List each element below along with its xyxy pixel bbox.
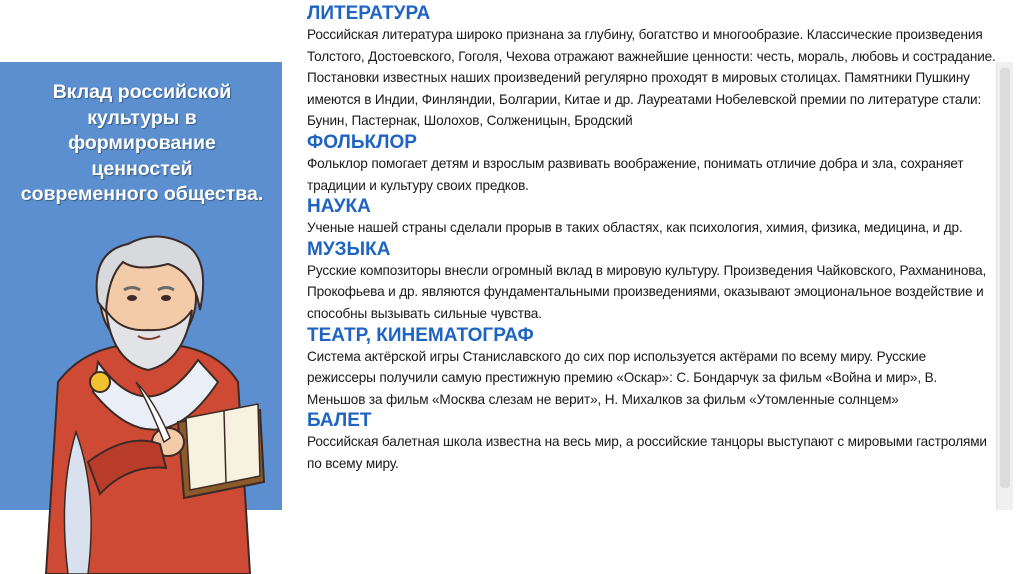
section-text: Ученые нашей страны сделали прорыв в таких областях, как психология, химия, физика, медицина, и др.	[307, 220, 963, 236]
section-heading: ТЕАТР, КИНЕМАТОГРАФ	[307, 324, 534, 346]
section-folklore	[307, 132, 997, 196]
section-text: Русские композиторы внесли огромный вклад в мировую культуру. Произведения Чайковского, Рахманинова, Прокофьева и др. являются фундаментальными произведениями, оказывают эмоциональное воздействие и способны вызывать сильные чувства.	[307, 262, 987, 321]
section-heading: ЛИТЕРАТУРА	[307, 3, 431, 24]
section-music	[307, 239, 997, 325]
section-text: Система актёрской игры Станиславского до сих пор используется актёрами по всему миру. Русские режиссеры получили самую престижную премию «Оскар»: С. Бондарчук за фильм «Война и мир», В. Меньшов за фильм «Москва слезам не верит», Н. Михалков за фильм «Утомленные солнцем»	[307, 348, 938, 407]
scroll-thumb[interactable]	[1000, 68, 1010, 488]
section-heading: МУЗЫКА	[307, 238, 391, 260]
section-science	[307, 196, 997, 239]
section-ballet	[307, 410, 997, 474]
scrollbar[interactable]	[996, 62, 1013, 510]
brooch	[90, 372, 110, 392]
panel-title: Вклад российской культуры в формирование ценностей современного общества.	[20, 81, 264, 205]
section-literature	[307, 3, 997, 132]
section-heading: ФОЛЬКЛОР	[307, 131, 417, 153]
section-heading: БАЛЕТ	[307, 410, 372, 432]
book-icon	[178, 404, 264, 498]
section-text: Фольклор помогает детям и взрослым развивать воображение, понимать отличие добра и зла, сохраняет традиции и культуру своих предков.	[307, 155, 964, 193]
section-heading: НАУКА	[307, 196, 371, 218]
section-theatre-cinema	[307, 325, 997, 411]
content-column	[307, 3, 997, 475]
section-text: Российская литература широко признана за глубину, богатство и многообразие. Классические произведения Толстого, Достоевского, Гоголя, Чехова отражают важнейшие ценности: честь, мораль, любовь и сострадание. Постановки известных наших произведений регулярно проходят в мировых столицах. Памятники Пушкину имеются в Индии, Финляндии, Болгарии, Китае и др. Лауреатами Нобелевской премии по литературе стали: Бунин, Пастернак, Шолохов, Солженицын, Бродский	[307, 27, 996, 129]
scholar-with-book-icon	[28, 232, 268, 574]
section-text: Российская балетная школа известна на весь мир, а российские танцоры выступают с мировыми гастролями по всему миру.	[307, 434, 987, 471]
